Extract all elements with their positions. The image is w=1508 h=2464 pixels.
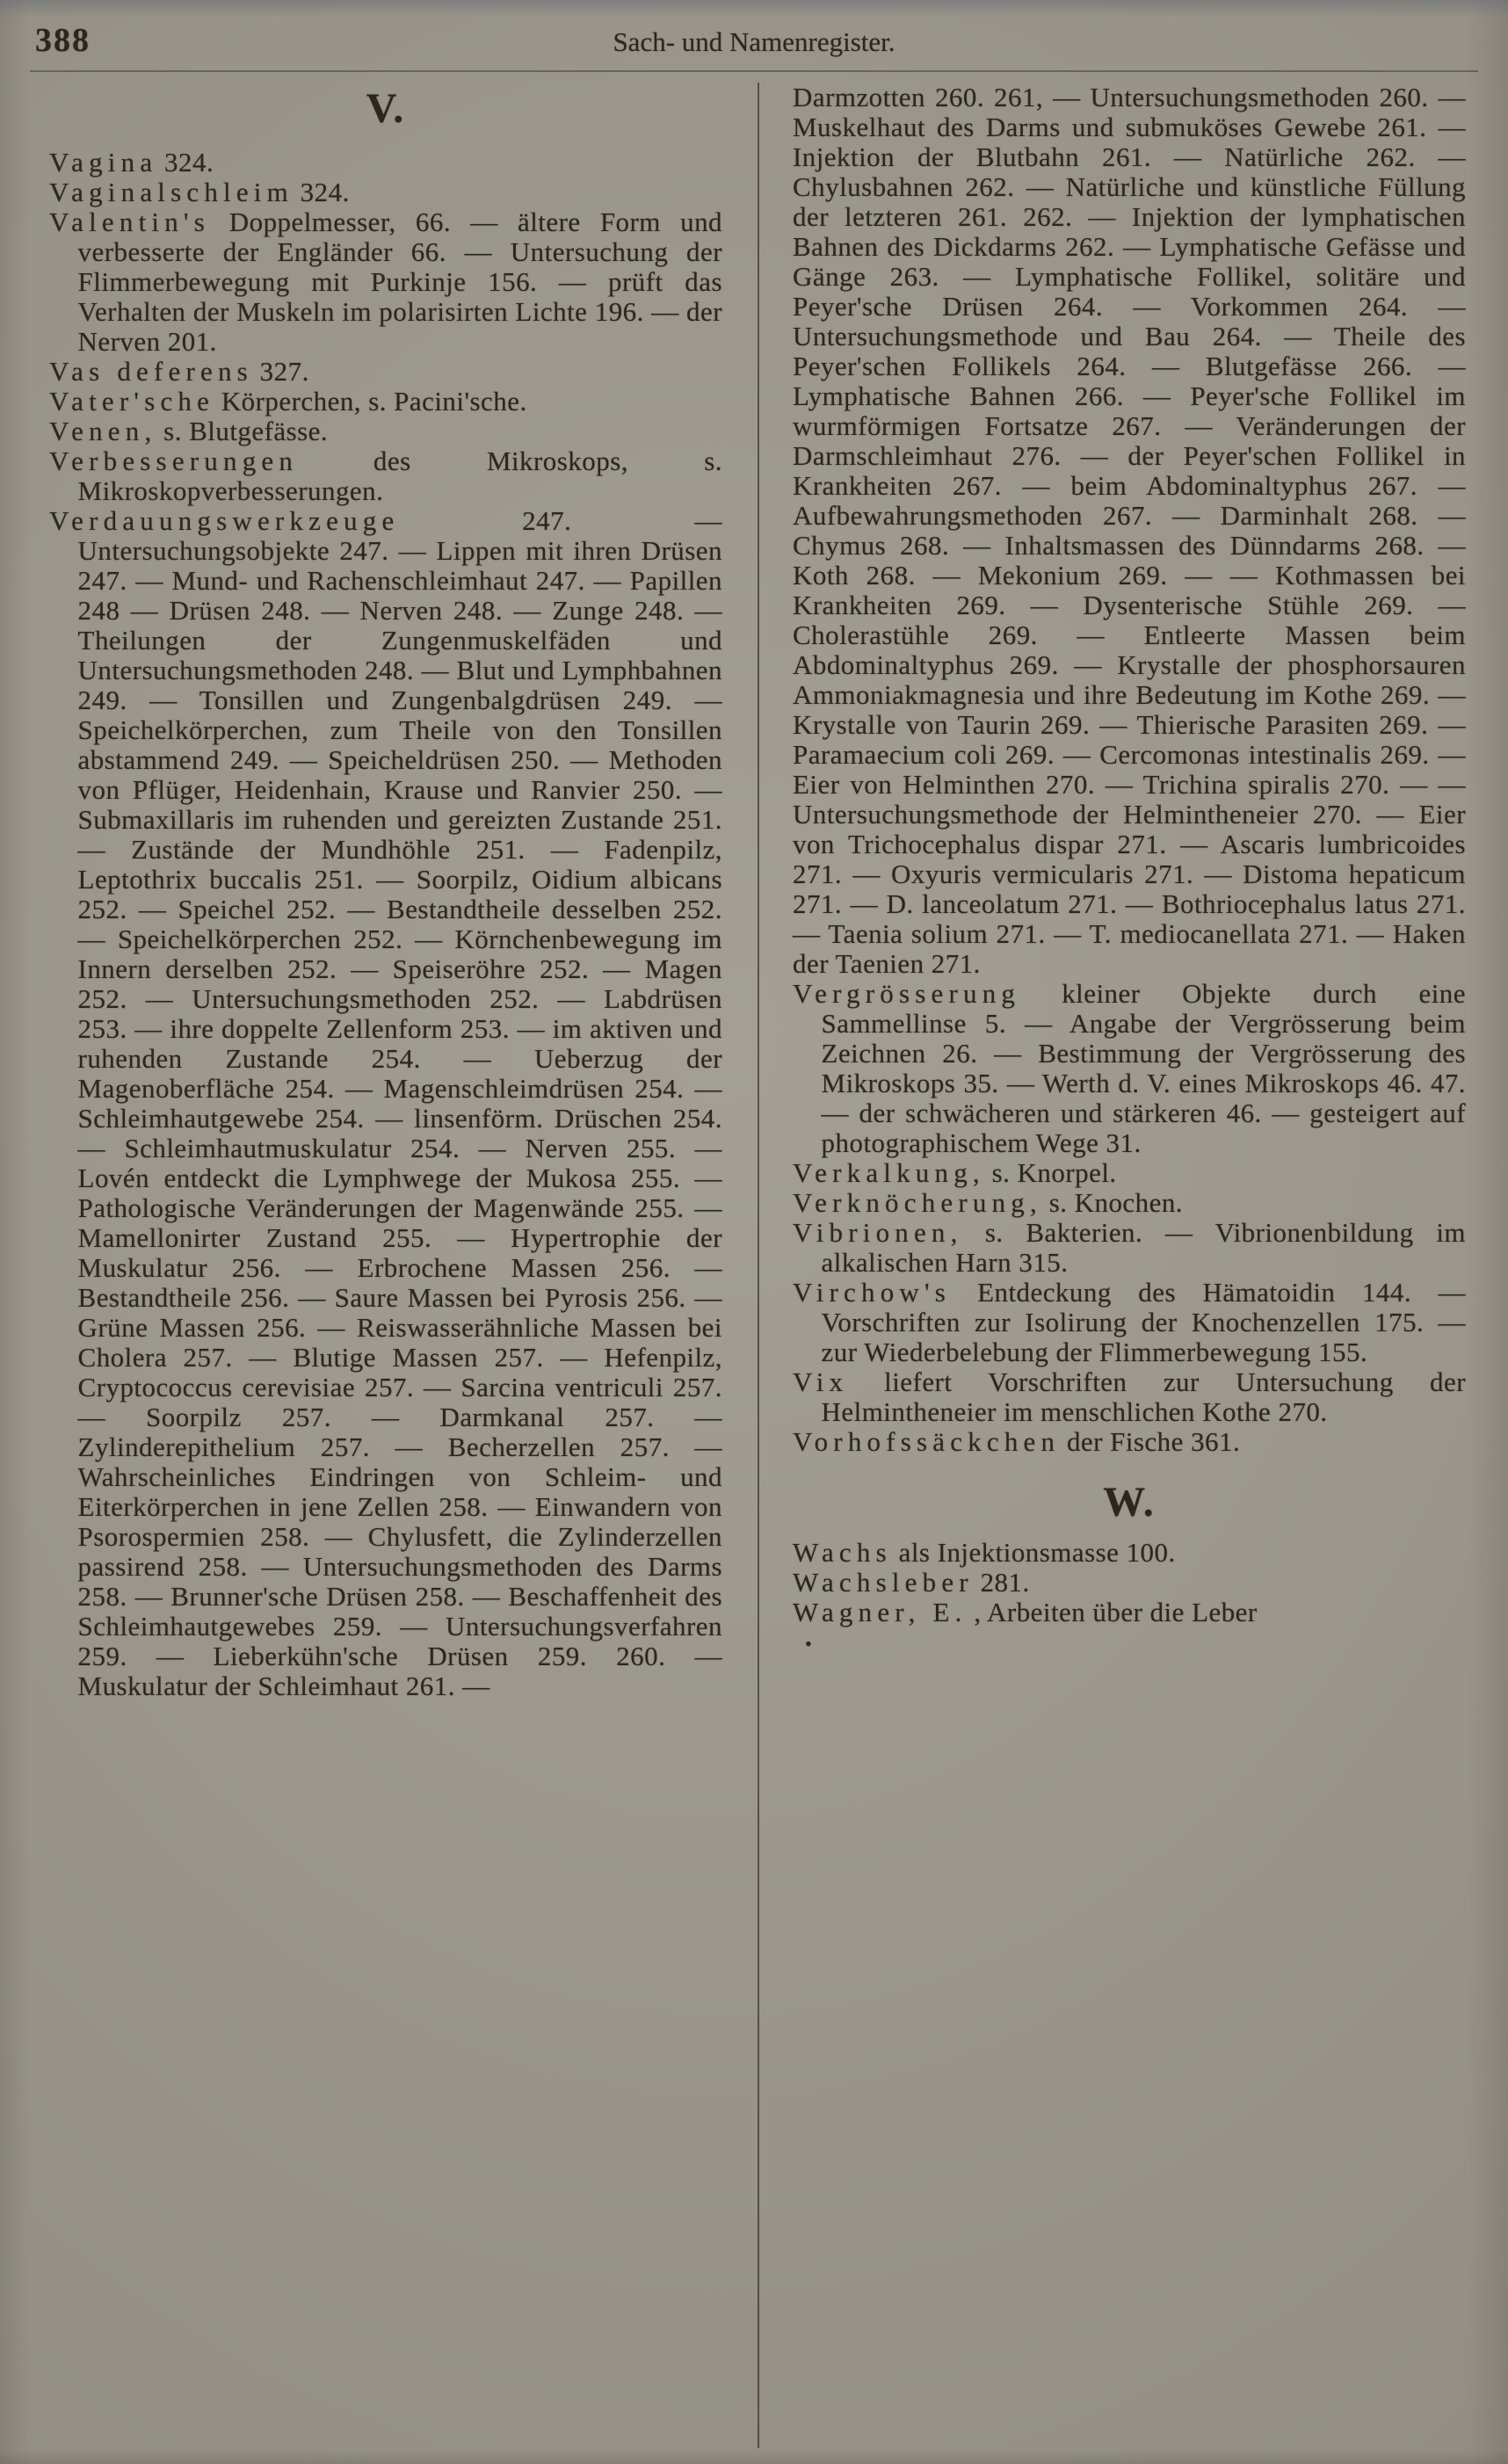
- entry-term: Vater'sche: [49, 386, 215, 417]
- index-entry: [49, 387, 722, 417]
- entry-term: Wagner, E.: [793, 1597, 968, 1627]
- index-entry: [793, 1427, 1466, 1457]
- entry-term: Vorhofssäckchen: [793, 1426, 1061, 1457]
- entry-text: Darmzotten 260. 261, — Untersuchungsmethoden 260. — Muskelhaut des Darms und submuköses Gewebe 261. — Injektion der Blutbahn 261. — Natürliche 262. — Chylusbahnen 262. — Natürliche und künstliche Füllung der letzteren 261. 262. — Injektion der lymphatischen Bahnen des Dickdarms 262. — Lymphatische Gefässe und Gänge 263. — Lymphatische Follikel, solitäre und Peyer'sche Drüsen 264. — Vorkommen 264. — Untersuchungsmethode und Bau 264. — Theile des Peyer'schen Follikels 264. — Blutgefässe 266. — Lymphatische Bahnen 266. — Peyer'sche Follikel im wurmförmigen Fortsatze 267. — Veränderungen der Darmschleimhaut 276. — der Peyer'schen Follikel in Krankheiten 267. — beim Abdominaltyphus 267. — Aufbewahrungsmethoden 267. — Darminhalt 268. — Chymus 268. — Inhaltsmassen des Dünndarms 268. — Koth 268. — Mekonium 269. — — Kothmassen bei Krankheiten 269. — Dysenterische Stühle 269. — Cholerastühle 269. — Entleerte Massen beim Abdominaltyphus 269. — Krystalle der phosphorsauren Ammoniakmagnesia und ihre Bedeutung im Kothe 269. — Krystalle von Taurin 269. — Thierische Parasiten 269. — Paramaecium coli 269. — Cercomonas intestinalis 269. — Eier von Helminthen 270. — Trichina spiralis 270. — — Untersuchungsmethode der Helmintheneier 270. — Eier von Trichocephalus dispar 271. — Ascaris lumbricoides 271. — Oxyuris vermicularis 271. — Distoma hepaticum 271. — D. lanceolatum 271. — Bothriocephalus latus 271. — Taenia solium 271. — T. mediocanellata 271. — Haken der Taenien 271.: [793, 82, 1466, 979]
- index-entry: [793, 1598, 1466, 1627]
- index-entry: [49, 207, 722, 357]
- index-entry: [49, 506, 722, 1701]
- column-divider: [758, 83, 759, 2448]
- entry-text: liefert Vorschriften zur Untersuchung der Helmintheneier im menschlichen Kothe 270.: [821, 1366, 1467, 1427]
- entry-text: 324.: [164, 147, 214, 178]
- index-entry: [49, 148, 722, 178]
- entry-text: als Injektionsmasse 100.: [898, 1537, 1176, 1568]
- entry-text: 247. — Untersuchungsobjekte 247. — Lippen mit ihren Drüsen 247. — Mund- und Rachenschleimhaut 247. — Papillen 248 — Drüsen 248. — Nerven 248. — Zunge 248. — Theilungen der Zungenmuskelfäden und Untersuchungsmethoden 248. — Blut und Lymphbahnen 249. — Tonsillen und Zungenbalgdrüsen 249. — Speichelkörperchen, zum Theile von den Tonsillen abstammend 249. — Speicheldrüsen 250. — Methoden von Pflüger, Heidenhain, Krause und Ranvier 250. — Submaxillaris im ruhenden und gereizten Zustande 251. — Zustände der Mundhöhle 251. — Fadenpilz, Leptothrix buccalis 251. — Soorpilz, Oidium albicans 252. — Speichel 252. — Bestandtheile desselben 252. — Speichelkörperchen 252. — Körnchenbewegung im Innern derselben 252. — Speiseröhre 252. — Magen 252. — Untersuchungsmethoden 252. — Labdrüsen 253. — ihre doppelte Zellenform 253. — im aktiven und ruhenden Zustande 254. — Ueberzug der Magenoberfläche 254. — Magenschleimdrüsen 254. — Schleimhautgewebe 254. — linsenförm. Drüschen 254. — Schleimhautmuskulatur 254. — Nerven 255. — Lovén entdeckt die Lymphwege der Mukosa 255. — Pathologische Veränderungen der Magenwände 255. — Mamellonirter Zustand 255. — Hypertrophie der Muskulatur 256. — Erbrochene Massen 256. — Bestandtheile 256. — Saure Massen bei Pyrosis 256. — Grüne Massen 256. — Reiswasserähnliche Massen bei Cholera 257. — Blutige Massen 257. — Hefenpilz, Cryptococcus cerevisiae 257. — Sarcina ventriculi 257. — Soorpilz 257. — Darmkanal 257. — Zylinderepithelium 257. — Becherzellen 257. — Wahrscheinliches Eindringen von Schleim- und Eiterkörperchen in jene Zellen 258. — Einwandern von Psorospermien 258. — Chylusfett, die Zylinderzellen passirend 258. — Untersuchungsmethoden des Darms 258. — Brunner'sche Drüsen 258. — Beschaffenheit des Schleimhautgewebes 259. — Untersuchungsverfahren 259. — Lieberkühn'sche Drüsen 259. 260. — Muskulatur der Schleimhaut 261. —: [77, 505, 723, 1701]
- page-header: [35, 21, 1473, 65]
- entry-term: Verkalkung,: [793, 1157, 985, 1188]
- entry-text: 324.: [300, 177, 350, 207]
- entry-text: Entdeckung des Hämatoidin 144. — Vorschriften zur Isolirung der Knochenzellen 175. — zur Wiederbelebung der Flimmerbewegung 155.: [821, 1277, 1466, 1367]
- index-entry: [793, 1188, 1466, 1218]
- index-entry: [793, 1568, 1466, 1598]
- entry-term: Verdauungswerkzeuge: [49, 505, 400, 536]
- right-column: [758, 83, 1466, 2453]
- index-entry: [793, 979, 1466, 1158]
- entry-text: der Fische 361.: [1066, 1426, 1241, 1457]
- entry-term: Vagina: [49, 147, 158, 178]
- index-entry: [49, 357, 722, 387]
- page-header-title: Sach- und Namenregister.: [613, 26, 895, 57]
- entry-term: Vix: [793, 1366, 849, 1397]
- index-entry: [793, 1367, 1466, 1427]
- index-entry: [793, 1538, 1466, 1568]
- index-entry: [793, 1218, 1466, 1278]
- entry-term: Verbesserungen: [49, 446, 299, 476]
- entry-term: Verknöcherung,: [793, 1187, 1042, 1218]
- entry-term: Virchow's: [793, 1277, 952, 1308]
- entry-text: s. Knorpel.: [991, 1157, 1117, 1188]
- entry-text: 327.: [259, 356, 309, 387]
- entry-text: 281.: [980, 1567, 1030, 1598]
- header-rule: [30, 70, 1478, 72]
- entry-text: s. Blutgefässe.: [163, 416, 329, 446]
- entry-text: kleiner Objekte durch eine Sammellinse 5. — Angabe der Vergrösserung beim Zeichnen 26. — Bestimmung der Vergrösserung des Mikroskops 35. — Werth d. V. eines Mikroskops 46. 47. — der schwächeren und stärkeren 46. — gesteigert auf photographischem Wege 31.: [821, 978, 1466, 1158]
- index-entry: [793, 1158, 1466, 1188]
- section-heading-v: V.: [366, 85, 406, 132]
- entry-term: Vaginalschleim: [49, 177, 294, 207]
- entry-text: s. Bakterien. — Vibrionenbildung im alkalischen Harn 315.: [821, 1217, 1466, 1278]
- continuation-paragraph: [793, 83, 1466, 979]
- index-entry: [49, 417, 722, 446]
- columns-container: [49, 83, 1466, 2453]
- entry-term: Venen,: [49, 416, 157, 446]
- index-entry: [793, 1278, 1466, 1367]
- entry-term: Vergrösserung: [793, 978, 1021, 1009]
- left-column: [49, 83, 758, 2453]
- entry-term: Vibrionen,: [793, 1217, 963, 1248]
- index-entry: [49, 178, 722, 207]
- entry-term: Wachs: [793, 1537, 892, 1568]
- entry-text: Doppelmesser, 66. — ältere Form und verbesserte der Engländer 66. — Untersuchung der Flimmerbewegung mit Purkinje 156. — prüft das Verhalten der Muskeln im polarisirten Lichte 196. — der Nerven 201.: [77, 207, 722, 357]
- page-number: 388: [35, 22, 91, 59]
- index-entry: [49, 446, 722, 506]
- entry-term: Wachsleber: [793, 1567, 974, 1598]
- printer-mark: •: [805, 1633, 813, 1655]
- section-heading-w: W.: [1103, 1479, 1156, 1526]
- entry-term: Vas deferens: [49, 356, 253, 387]
- entry-text: Körperchen, s. Pacini'sche.: [221, 386, 527, 417]
- entry-term: Valentin's: [49, 207, 210, 237]
- entry-text: , Arbeiten über die Leber: [974, 1597, 1258, 1627]
- entry-text: s. Knochen.: [1048, 1187, 1184, 1218]
- entry-text: des Mikroskops, s. Mikroskopverbesserungen.: [77, 446, 722, 506]
